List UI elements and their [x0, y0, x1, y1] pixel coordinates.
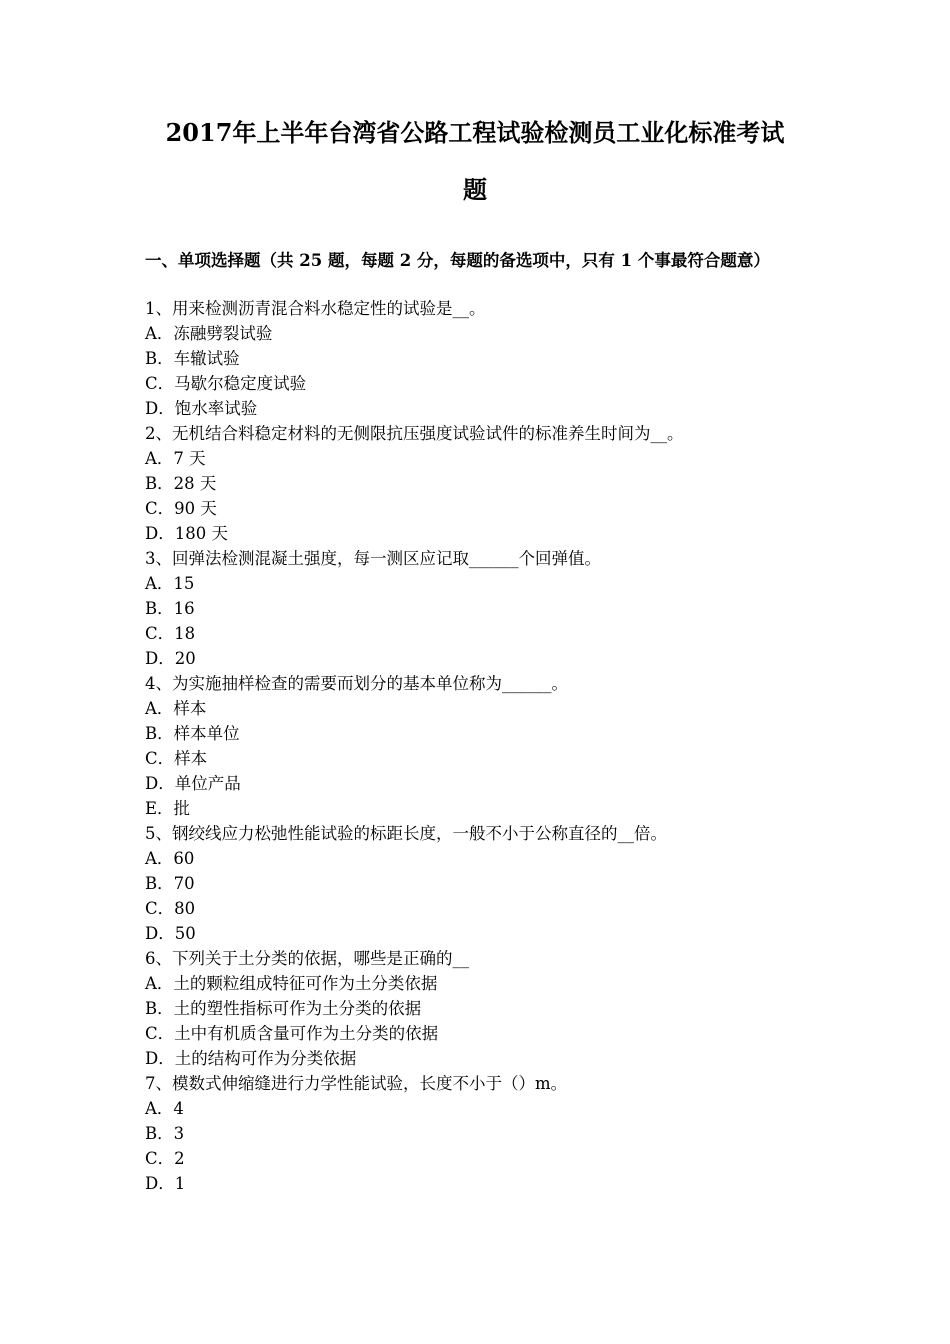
answer-option: B．28 天	[145, 474, 217, 493]
question-stem: 7、模数式伸缩缝进行力学性能试验，长度不小于（）m。	[145, 1074, 568, 1093]
answer-option: A．样本	[145, 699, 207, 718]
question-stem: 6、下列关于土分类的依据，哪些是正确的__	[145, 949, 469, 968]
answer-option: B．土的塑性指标可作为土分类的依据	[145, 999, 422, 1018]
answer-option: C．马歇尔稳定度试验	[145, 374, 307, 393]
answer-option: D．180 天	[145, 524, 228, 543]
answer-option: A．冻融劈裂试验	[145, 324, 273, 343]
answer-option: B．3	[145, 1124, 185, 1143]
question-block	[145, 546, 835, 671]
question-block	[145, 421, 835, 546]
answer-option: A．15	[145, 574, 195, 593]
question-block	[145, 1071, 835, 1196]
answer-option: D．饱水率试验	[145, 399, 258, 418]
question-block	[145, 671, 835, 821]
question-stem: 2、无机结合料稳定材料的无侧限抗压强度试验试件的标准养生时间为__。	[145, 424, 684, 443]
answer-option: C．90 天	[145, 499, 217, 518]
answer-option: D．1	[145, 1174, 186, 1193]
question-list	[145, 296, 835, 1196]
document-title-line-1: 2017年上半年台湾省公路工程试验检测员工业化标准考试	[165, 118, 785, 147]
answer-option: A．7 天	[145, 449, 206, 468]
document-title-line-2: 题	[463, 175, 487, 204]
question-stem: 3、回弹法检测混凝土强度，每一测区应记取______个回弹值。	[145, 549, 601, 568]
answer-option: D．土的结构可作为分类依据	[145, 1049, 357, 1068]
answer-option: A．60	[145, 849, 195, 868]
answer-option: C．土中有机质含量可作为土分类的依据	[145, 1024, 439, 1043]
answer-option: A．土的颗粒组成特征可作为土分类依据	[145, 974, 438, 993]
answer-option: C．80	[145, 899, 196, 918]
answer-option: E．批	[145, 799, 191, 818]
answer-option: B．70	[145, 874, 195, 893]
question-stem: 5、钢绞线应力松弛性能试验的标距长度，一般不小于公称直径的__倍。	[145, 824, 667, 843]
section-heading: 一、单项选择题（共 25 题，每题 2 分，每题的备选项中，只有 1 个事最符合题意）	[145, 251, 770, 270]
answer-option: B．16	[145, 599, 195, 618]
answer-option: D．50	[145, 924, 196, 943]
answer-option: B．样本单位	[145, 724, 240, 743]
answer-option: D．单位产品	[145, 774, 241, 793]
question-stem: 4、为实施抽样检查的需要而划分的基本单位称为______。	[145, 674, 568, 693]
answer-option: C．样本	[145, 749, 208, 768]
answer-option: D．20	[145, 649, 196, 668]
question-stem: 1、用来检测沥青混合料水稳定性的试验是__。	[145, 299, 486, 318]
question-block	[145, 946, 835, 1071]
answer-option: C．18	[145, 624, 196, 643]
answer-option: B．车辙试验	[145, 349, 240, 368]
answer-option: C．2	[145, 1149, 185, 1168]
answer-option: A．4	[145, 1099, 184, 1118]
question-block	[145, 296, 835, 421]
question-block	[145, 821, 835, 946]
